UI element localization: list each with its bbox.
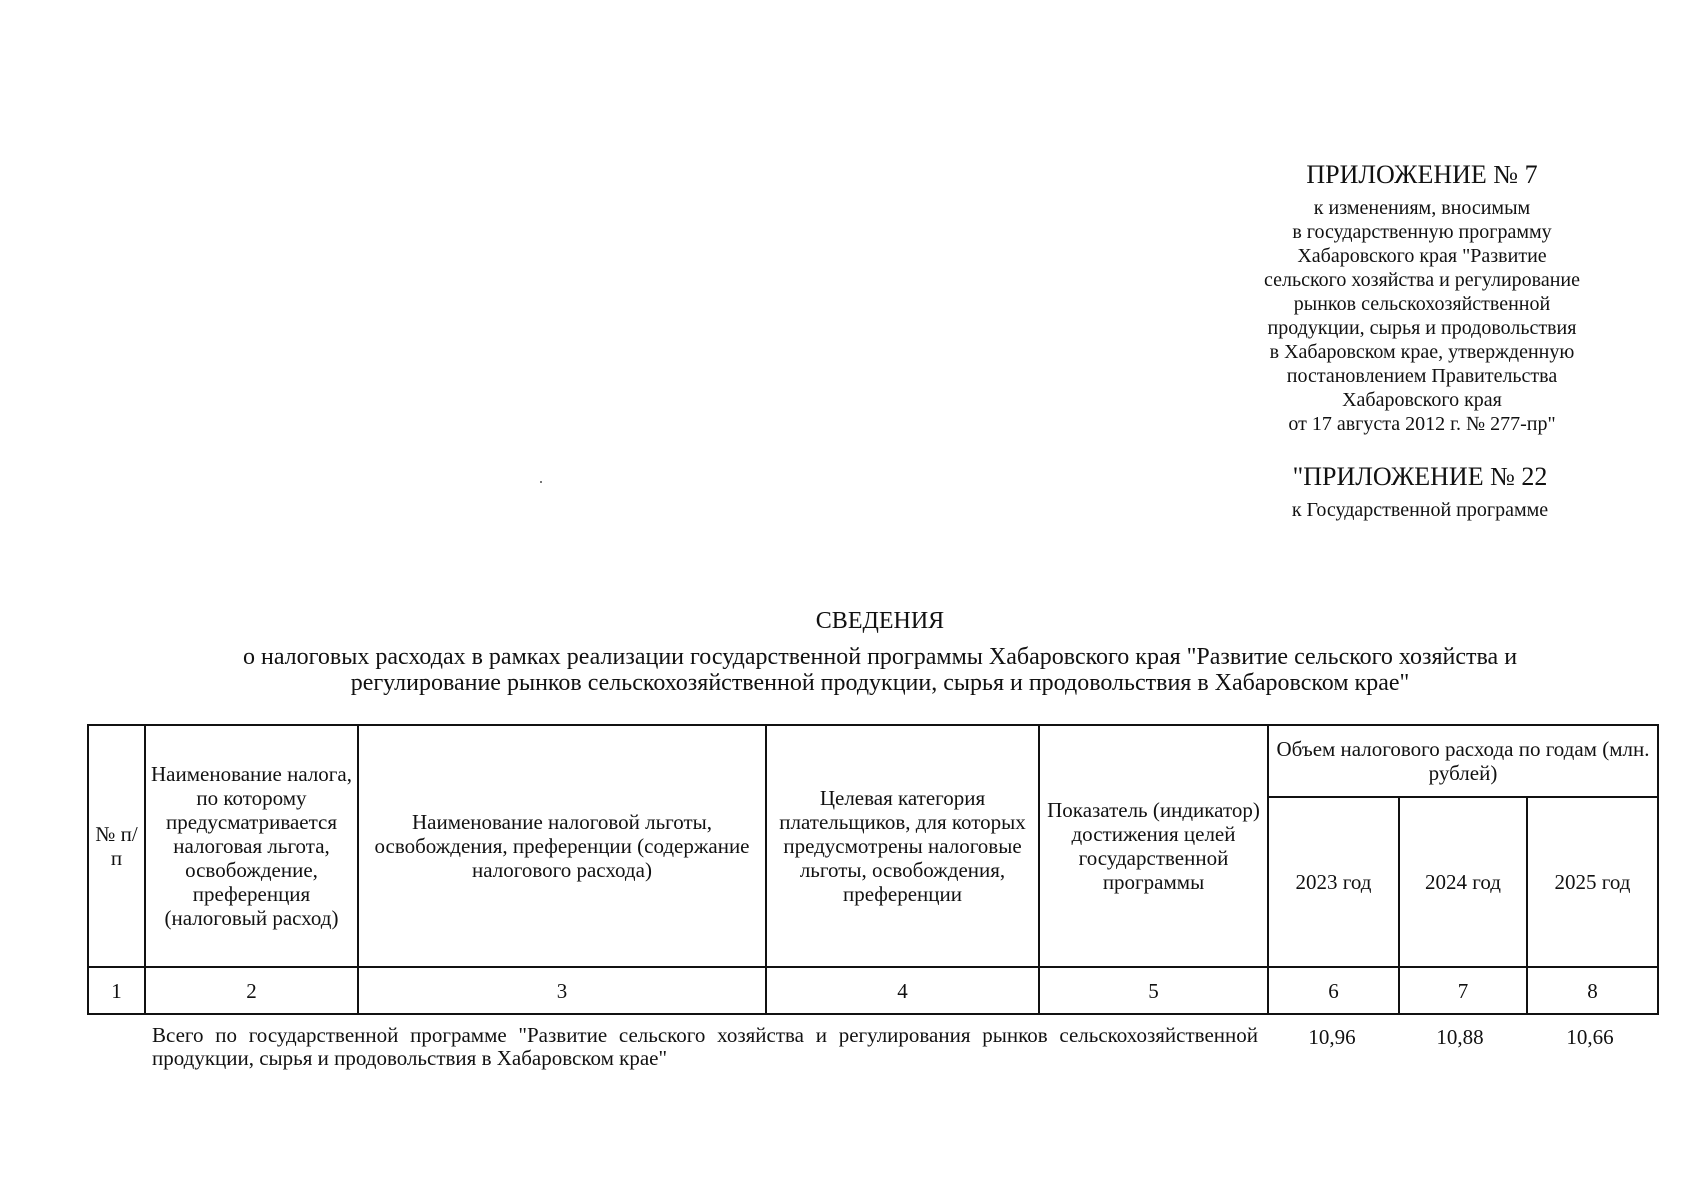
scan-speck — [540, 481, 542, 483]
column-number: 5 — [1039, 967, 1268, 1014]
appendix-line: рынков сельскохозяйственной — [1293, 293, 1551, 315]
header-indicator: Показатель (индикатор) достижения целей государственной программы — [1039, 725, 1268, 967]
appendix-block — [1192, 158, 1652, 436]
appendix-line: в государственную программу — [1292, 221, 1552, 243]
column-number: 4 — [766, 967, 1039, 1014]
header-volume: Объем налогового расхода по годам (млн. рублей) — [1268, 725, 1658, 797]
header-year-2023: 2023 год — [1268, 797, 1399, 967]
document-description — [110, 644, 1650, 696]
appendix2-block — [1240, 460, 1600, 522]
appendix-line: постановлением Правительства — [1286, 365, 1558, 387]
appendix2-title: "ПРИЛОЖЕНИЕ № 22 — [1292, 462, 1548, 491]
column-number: 8 — [1527, 967, 1658, 1014]
tax-expenditure-table — [87, 724, 1659, 1015]
column-number: 7 — [1399, 967, 1527, 1014]
total-label: Всего по государственной программе "Развитие сельского хозяйства и регулирования рынков сельскохозяйственной продукции, сырья и продовольствия в Хабаровском крае" — [152, 1023, 1258, 1070]
appendix-line: сельского хозяйства и регулирование — [1263, 269, 1581, 291]
column-number: 1 — [88, 967, 145, 1014]
column-number: 2 — [145, 967, 358, 1014]
appendix-line: продукции, сырья и продовольствия — [1267, 317, 1577, 339]
appendix2-subtitle: к Государственной программе — [1291, 499, 1549, 521]
appendix-line: к изменениям, вносимым — [1313, 197, 1531, 219]
appendix-title: ПРИЛОЖЕНИЕ № 7 — [1306, 160, 1538, 189]
appendix-subtitle — [1192, 196, 1652, 436]
header-category: Целевая категория плательщиков, для которых предусмотрены налоговые льготы, освобождения, преференции — [766, 725, 1039, 967]
appendix-line: Хабаровского края "Развитие — [1297, 245, 1547, 267]
total-2024: 10,88 — [1436, 1025, 1484, 1049]
header-no: № п/п — [88, 725, 145, 967]
total-2023: 10,96 — [1308, 1025, 1356, 1049]
document-heading: СВЕДЕНИЯ — [815, 608, 945, 634]
table-header-row — [88, 725, 1658, 797]
appendix-line: Хабаровского края — [1342, 389, 1502, 411]
total-2025: 10,66 — [1566, 1025, 1614, 1049]
column-number-row — [88, 967, 1658, 1014]
appendix-line: в Хабаровском крае, утвержденную — [1269, 341, 1575, 363]
header-year-2025: 2025 год — [1527, 797, 1658, 967]
description-line: регулирование рынков сельскохозяйственной продукции, сырья и продовольствия в Хабаровском крае" — [350, 670, 1410, 696]
description-line: о налоговых расходах в рамках реализации государственной программы Хабаровского края "Развитие сельского хозяйства и — [242, 644, 1518, 670]
appendix-line: от 17 августа 2012 г. № 277-пр" — [1288, 413, 1556, 435]
header-benefit: Наименование налоговой льготы, освобождения, преференции (содержание налогового расхода) — [358, 725, 766, 967]
column-number: 6 — [1268, 967, 1399, 1014]
header-year-2024: 2024 год — [1399, 797, 1527, 967]
column-number: 3 — [358, 967, 766, 1014]
header-tax-name: Наименование налога, по которому предусматривается налоговая льгота, освобождение, преференция (налоговый расход) — [145, 725, 358, 967]
